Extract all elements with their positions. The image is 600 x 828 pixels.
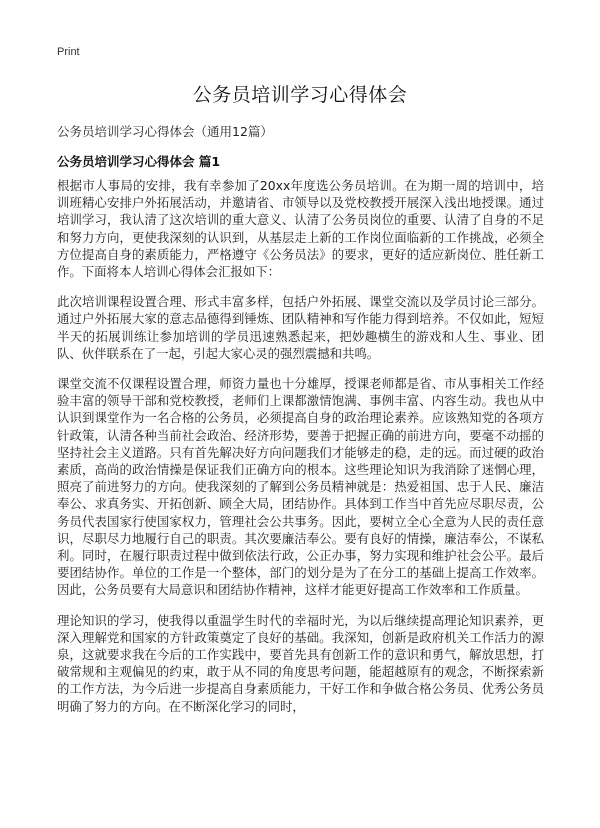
document-body: [57, 177, 544, 728]
paragraph-1: 根据市人事局的安排，我有幸参加了20xx年度选公务员培训。在为期一周的培训中，培训班精心安排户外拓展活动，并邀请省、市领导以及党校教授开展深入浅出地授课。通过培训学习，我认清了这次培训的重大意义、认清了公务员岗位的重要、认清了自身的不足和努力方向，更使我深刻的认识到，从基层走上新的工作岗位面临新的工作挑战，必须全方位提高自身的素质能力，严格遵守《公务员法》的要求，更好的适应新岗位、胜任新工作。下面将本人培训心得体会汇报如下：: [57, 178, 544, 280]
print-link[interactable]: Print: [57, 46, 80, 58]
document-subtitle: 公务员培训学习心得体会（通用12篇）: [57, 124, 273, 139]
paragraph-3: 课堂交流不仅课程设置合理，师资力量也十分雄厚，授课老师都是省、市从事相关工作经验丰富的领导干部和党校教授，老师们上课都激情饱满、事例丰富、内容生动。我也从中认识到课堂作为一名合格的公务员，必须提高自身的政治理论素养。应该熟知党的各项方针政策，认清各种当前社会政治、经济形势，要善于把握正确的前进方向，要毫不动摇的坚持社会主义道路。只有首先解决好方向问题我们才能够走的稳，走的远。而过硬的政治素质，高尚的政治情操是保证我们正确方向的根本。这些理论知识为我消除了迷惘心理，照亮了前进努力的方向。使我深刻的了解到公务员精神就是：热爱祖国、忠于人民、廉洁奉公、求真务实、开拓创新、顾全大局，团结协作。具体到工作当中首先应尽职尽责，公务员代表国家行使国家权力，管理社会公共事务。因此，要树立全心全意为人民的责任意识，尽职尽力地履行自己的职责。其次要廉洁奉公。要有良好的情操，廉洁奉公，不谋私利。同时，在履行职责过程中做到依法行政，公正办事，努力实现和维护社会公平。最后要团结协作。单位的工作是一个整体，部门的划分是为了在分工的基础上提高工作效率。因此，公务员要有大局意识和团结协作精神，这样才能更好提高工作效率和工作质量。: [57, 376, 544, 598]
paragraph-4: 理论知识的学习，使我得以重温学生时代的幸福时光，为以后继续提高理论知识素养，更深入理解党和国家的方针政策奠定了良好的基础。我深知，创新是政府机关工作活力的源泉，这就要求我在今后的工作实践中，要首先具有创新工作的意识和勇气，解放思想，打破常规和主观偏见的约束，敢于从不同的角度思考问题，能超越原有的观念，不断探索新的工作方法，为今后进一步提高自身素质能力，干好工作和争做合格公务员、优秀公务员明确了努力的方向。在不断深化学习的同时，: [57, 612, 544, 714]
document-title: 公务员培训学习心得体会: [192, 84, 408, 106]
paragraph-2: 此次培训课程设置合理、形式丰富多样，包括户外拓展、课堂交流以及学员讨论三部分。通过户外拓展大家的意志品德得到锤炼、团队精神和写作能力得到培养。不仅如此，短短半天的拓展训练让参加培训的学员迅速熟悉起来，把妙趣横生的游戏和人生、事业、团队、伙伴联系在了一起，引起大家心灵的强烈震撼和共鸣。: [57, 294, 544, 361]
section-heading: 公务员培训学习心得体会 篇1: [57, 154, 221, 169]
